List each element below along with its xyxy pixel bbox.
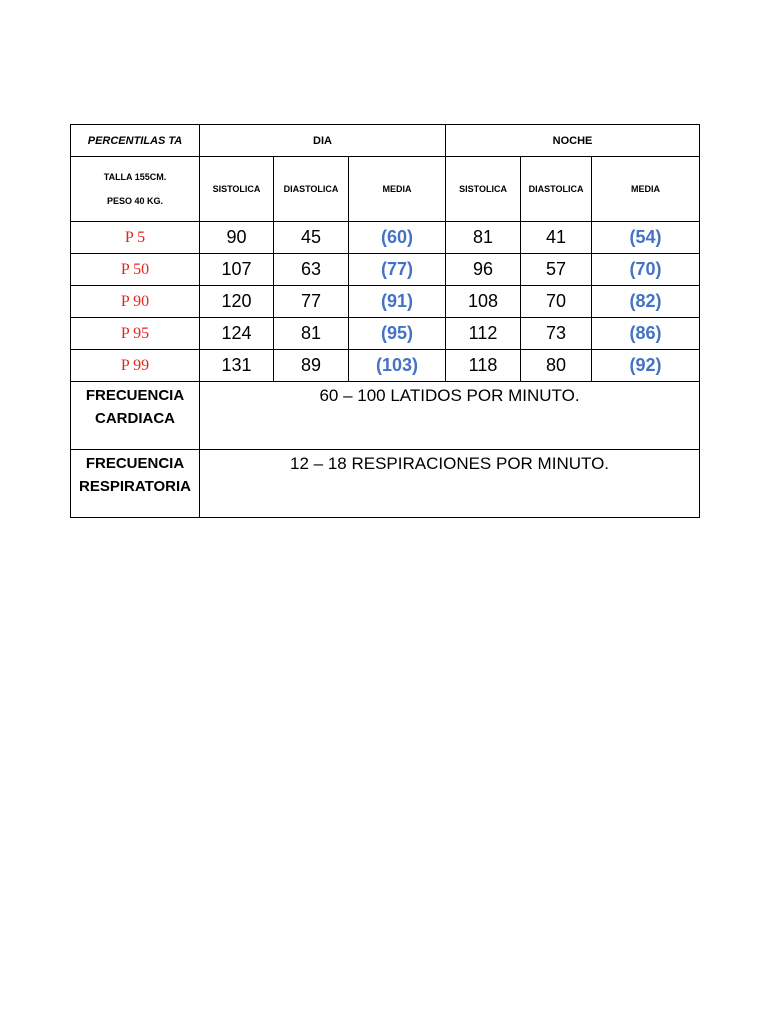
day-systolic-header: SISTOLICA (200, 157, 274, 222)
night-diastolic-value: 41 (521, 222, 592, 254)
percentile-label: P 5 (71, 222, 200, 254)
day-systolic-value: 124 (200, 318, 274, 350)
resp-rate-label-line2: RESPIRATORIA (79, 478, 191, 495)
day-diastolic-value: 77 (274, 286, 349, 318)
table-row (71, 350, 700, 382)
day-mean-value: (103) (349, 350, 446, 382)
night-mean-value: (54) (592, 222, 700, 254)
day-diastolic-value: 81 (274, 318, 349, 350)
night-mean-value: (92) (592, 350, 700, 382)
patient-weight: PESO 40 KG. (106, 196, 164, 206)
percentile-label: P 50 (71, 254, 200, 286)
day-systolic-value: 120 (200, 286, 274, 318)
night-systolic-value: 118 (446, 350, 521, 382)
table-row (71, 318, 700, 350)
corner-header: PERCENTILAS TA (71, 125, 200, 157)
heart-rate-label-line1: FRECUENCIA (85, 387, 185, 404)
heart-rate-label (71, 382, 200, 450)
night-systolic-header: SISTOLICA (446, 157, 521, 222)
night-mean-value: (70) (592, 254, 700, 286)
patient-size: TALLA 155CM. (103, 172, 167, 182)
day-mean-header: MEDIA (349, 157, 446, 222)
table-row (71, 222, 700, 254)
night-mean-header: MEDIA (592, 157, 700, 222)
night-systolic-value: 96 (446, 254, 521, 286)
day-diastolic-value: 45 (274, 222, 349, 254)
day-diastolic-value: 89 (274, 350, 349, 382)
day-systolic-value: 131 (200, 350, 274, 382)
percentile-label: P 90 (71, 286, 200, 318)
day-mean-value: (95) (349, 318, 446, 350)
night-diastolic-value: 73 (521, 318, 592, 350)
resp-rate-row (71, 450, 700, 518)
percentile-label: P 99 (71, 350, 200, 382)
resp-rate-label (71, 450, 200, 518)
day-header: DIA (200, 125, 446, 157)
night-systolic-value: 112 (446, 318, 521, 350)
table-row (71, 254, 700, 286)
night-diastolic-value: 70 (521, 286, 592, 318)
heart-rate-value: 60 – 100 LATIDOS POR MINUTO. (200, 382, 700, 450)
day-mean-value: (60) (349, 222, 446, 254)
header-row-sub (71, 157, 700, 222)
resp-rate-value: 12 – 18 RESPIRACIONES POR MINUTO. (200, 450, 700, 518)
day-mean-value: (91) (349, 286, 446, 318)
day-diastolic-header: DIASTOLICA (274, 157, 349, 222)
night-mean-value: (86) (592, 318, 700, 350)
day-diastolic-value: 63 (274, 254, 349, 286)
night-diastolic-value: 80 (521, 350, 592, 382)
day-mean-value: (77) (349, 254, 446, 286)
table-row (71, 286, 700, 318)
header-row-main (71, 125, 700, 157)
resp-rate-label-line1: FRECUENCIA (85, 455, 185, 472)
heart-rate-row (71, 382, 700, 450)
night-header: NOCHE (446, 125, 700, 157)
night-diastolic-header: DIASTOLICA (521, 157, 592, 222)
day-systolic-value: 107 (200, 254, 274, 286)
night-diastolic-value: 57 (521, 254, 592, 286)
blood-pressure-table (70, 124, 700, 518)
percentile-label: P 95 (71, 318, 200, 350)
day-systolic-value: 90 (200, 222, 274, 254)
night-systolic-value: 108 (446, 286, 521, 318)
night-systolic-value: 81 (446, 222, 521, 254)
night-mean-value: (82) (592, 286, 700, 318)
heart-rate-label-line2: CARDIACA (95, 410, 175, 427)
patient-info-cell (71, 157, 200, 222)
